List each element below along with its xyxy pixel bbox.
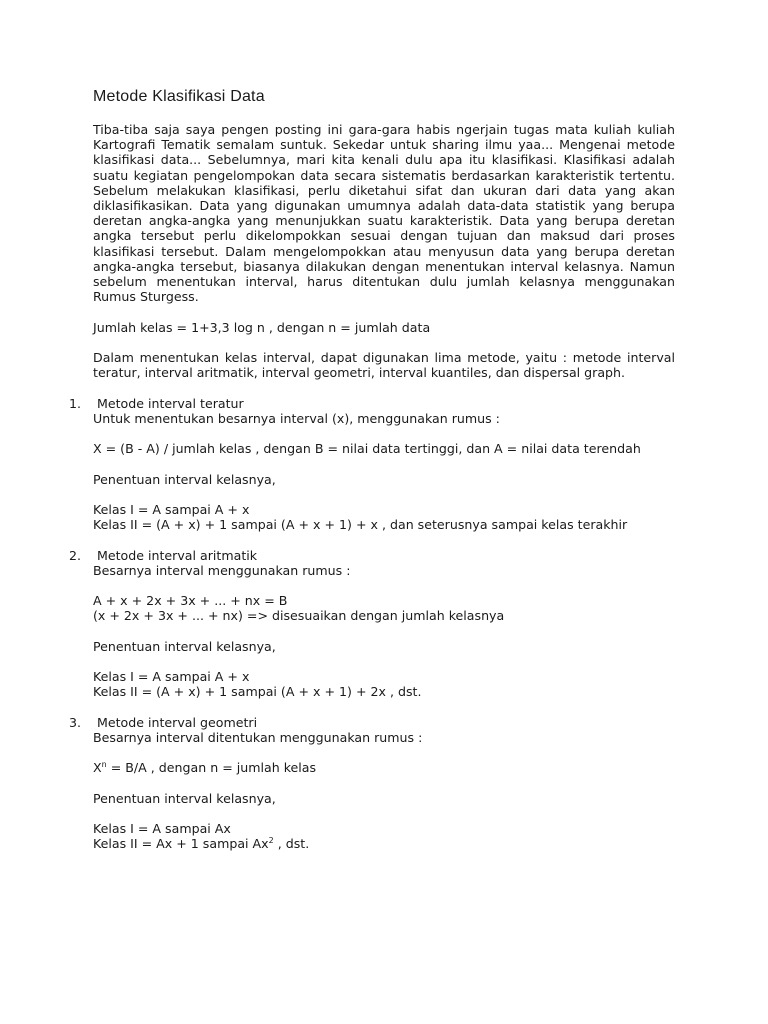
kelas-2: Kelas II = (A + x) + 1 sampai (A + x + 1) + 2x , dst. bbox=[93, 684, 422, 700]
formula-exponent: n bbox=[101, 760, 107, 770]
interval-heading: Penentuan interval kelasnya, bbox=[93, 471, 276, 487]
document-title: Metode Klasifikasi Data bbox=[93, 88, 265, 105]
formula-base: X bbox=[93, 760, 102, 776]
section-formula: X = (B - A) / jumlah kelas , dengan B = nilai data tertinggi, dan A = nilai data terendah bbox=[93, 441, 641, 457]
section-title: Metode interval aritmatik bbox=[97, 547, 258, 563]
interval-list bbox=[93, 669, 675, 699]
methods-intro-paragraph: Dalam menentukan kelas interval, dapat digunakan lima metode, yaitu : metode interval teratur, interval aritmatik, interval geometri, interval kuantiles, dan dispersal graph. bbox=[93, 350, 675, 381]
section-number: 2. bbox=[69, 547, 82, 563]
kelas-2-exponent: 2 bbox=[268, 836, 274, 846]
section-number: 1. bbox=[69, 395, 82, 411]
document-body bbox=[69, 122, 675, 867]
section-title: Metode interval geometri bbox=[97, 714, 258, 730]
kelas-2-pre: Kelas II = Ax + 1 sampai Ax bbox=[93, 836, 269, 852]
section-formula bbox=[93, 760, 675, 775]
section-formula-1: A + x + 2x + 3x + ... + nx = B bbox=[93, 593, 288, 609]
interval-list bbox=[93, 821, 675, 851]
section-title: Metode interval teratur bbox=[97, 395, 244, 411]
section-interval-aritmatik bbox=[69, 547, 675, 700]
section-description: Besarnya interval ditentukan menggunakan rumus : bbox=[93, 729, 423, 745]
kelas-2: Kelas II = (A + x) + 1 sampai (A + x + 1) + x , dan seterusnya sampai kelas terakhir bbox=[93, 517, 628, 533]
formula-block bbox=[93, 593, 675, 623]
formula-rest: = B/A , dengan n = jumlah kelas bbox=[106, 760, 317, 776]
section-description: Besarnya interval menggunakan rumus : bbox=[93, 562, 351, 578]
kelas-2 bbox=[93, 836, 675, 851]
kelas-1: Kelas I = A sampai A + x bbox=[93, 501, 250, 517]
interval-list bbox=[93, 502, 675, 532]
section-interval-teratur bbox=[69, 395, 675, 533]
kelas-1: Kelas I = A sampai A + x bbox=[93, 669, 250, 685]
section-number: 3. bbox=[69, 714, 82, 730]
kelas-2-post: , dst. bbox=[273, 836, 310, 852]
interval-heading: Penentuan interval kelasnya, bbox=[93, 638, 276, 654]
section-description: Untuk menentukan besarnya interval (x), menggunakan rumus : bbox=[93, 410, 500, 426]
kelas-1: Kelas I = A sampai Ax bbox=[93, 821, 231, 837]
section-interval-geometri bbox=[69, 714, 675, 852]
interval-heading: Penentuan interval kelasnya, bbox=[93, 790, 276, 806]
sturgess-formula: Jumlah kelas = 1+3,3 log n , dengan n = jumlah data bbox=[93, 319, 431, 335]
section-formula-2: (x + 2x + 3x + ... + nx) => disesuaikan dengan jumlah kelasnya bbox=[93, 608, 505, 624]
intro-paragraph: Tiba-tiba saja saya pengen posting ini gara-gara habis ngerjain tugas mata kuliah kuliah Kartografi Tematik semalam suntuk. Sekedar untuk sharing ilmu yaa... Mengenai metode klasifikasi data... Sebelumnya, mari kita kenali dulu apa itu klasifikasi. Klasifikasi adalah suatu kegiatan pengelompokan data secara sistematis berdasarkan karakteristik tertentu. Sebelum melakukan klasifikasi, perlu diketahui sifat dan ukuran dari data yang akan diklasifikasikan. Data yang digunakan umumnya adalah data-data statistik yang berupa deretan angka-angka yang menunjukkan suatu karakteristik. Data yang berupa deretan angka tersebut perlu dikelompokkan sesuai dengan tujuan dan maksud dari proses klasifikasi tersebut. Dalam mengelompokkan atau menyusun data yang berupa deretan angka-angka tersebut, biasanya dilakukan dengan menentukan interval kelasnya. Namun sebelum menentukan interval, harus ditentukan dulu jumlah kelasnya menggunakan Rumus Sturgess. bbox=[93, 122, 675, 305]
